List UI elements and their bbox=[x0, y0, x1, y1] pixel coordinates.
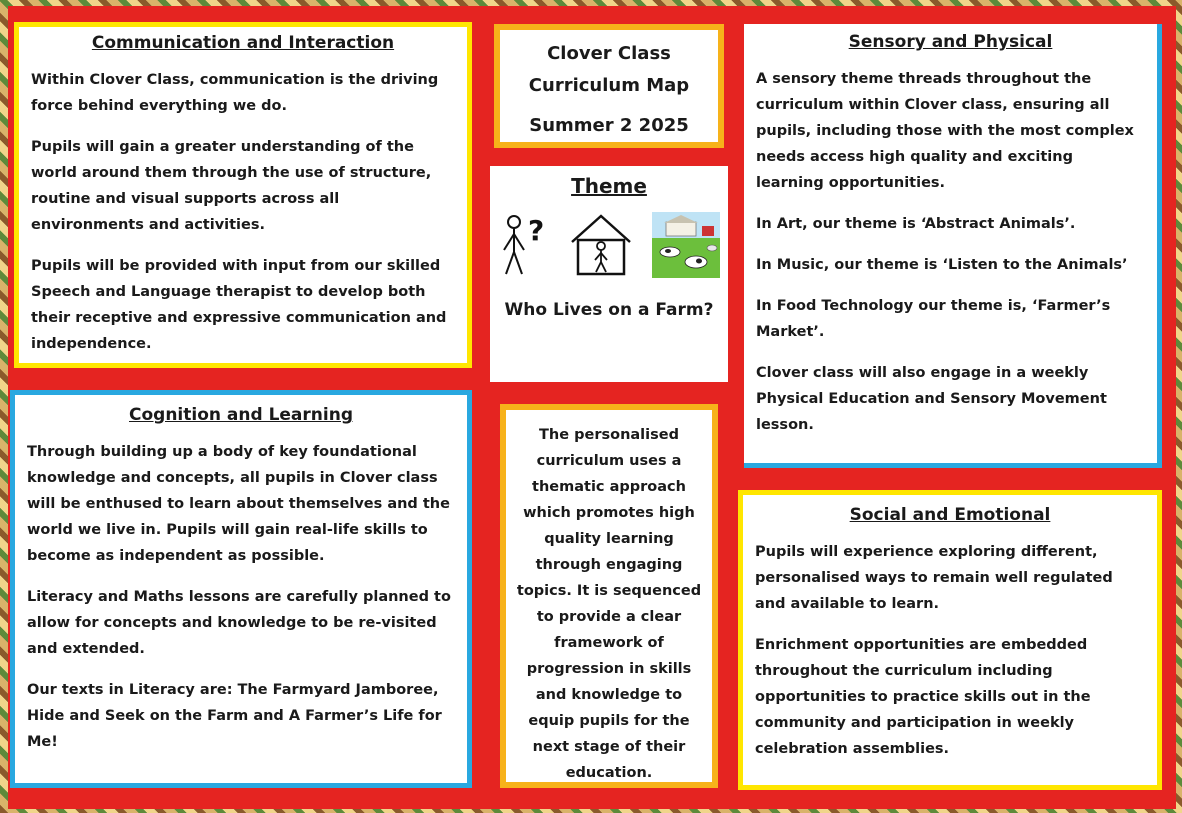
communication-paragraph-3: Pupils will be provided with input from our skilled Speech and Language therapist to develop both their receptive and expressive communication and independence. bbox=[31, 258, 447, 352]
communication-panel bbox=[14, 22, 472, 368]
communication-heading: Communication and Interaction bbox=[91, 33, 395, 53]
person-question-icon bbox=[498, 212, 550, 278]
sensory-paragraph-4: In Food Technology our theme is, ‘Farmer’s Market’. bbox=[756, 298, 1111, 340]
sensory-paragraph-1: A sensory theme threads throughout the curriculum within Clover class, ensuring all pupils, including those with the most complex needs access high quality and exciting learning opportunities. bbox=[756, 71, 1134, 191]
house-person-icon bbox=[568, 212, 634, 278]
theme-caption: Who Lives on a Farm? bbox=[504, 300, 714, 320]
sensory-paragraph-2: In Art, our theme is ‘Abstract Animals’. bbox=[756, 216, 1076, 232]
sensory-panel bbox=[744, 24, 1162, 468]
cognition-paragraph-3: Our texts in Literacy are: The Farmyard Jamboree, Hide and Seek on the Farm and A Farmer’s Life for Me! bbox=[27, 682, 442, 750]
communication-paragraph-1: Within Clover Class, communication is the driving force behind everything we do. bbox=[31, 72, 439, 114]
social-panel bbox=[738, 490, 1162, 790]
title-panel bbox=[494, 24, 724, 148]
approach-text: The personalised curriculum uses a thematic approach which promotes high quality learning through engaging topics. It is sequenced to provide a clear framework of progression in skills and knowledge to equip pupils for the next stage of their education. bbox=[516, 427, 702, 781]
social-paragraph-1: Pupils will experience exploring different, personalised ways to remain well regulated and available to learn. bbox=[755, 544, 1113, 612]
class-name: Clover Class bbox=[547, 43, 671, 64]
cognition-paragraph-2: Literacy and Maths lessons are carefully planned to allow for concepts and knowledge to be re-visited and extended. bbox=[27, 589, 451, 657]
approach-panel bbox=[500, 404, 718, 788]
communication-paragraph-2: Pupils will gain a greater understanding of the world around them through the use of structure, routine and visual supports across all environments and activities. bbox=[31, 139, 432, 233]
theme-panel bbox=[490, 166, 728, 382]
cognition-panel bbox=[10, 390, 472, 788]
social-paragraph-2: Enrichment opportunities are embedded throughout the curriculum including opportunities to practice skills out in the community and participation in weekly celebration assemblies. bbox=[755, 637, 1091, 757]
term-label: Summer 2 2025 bbox=[529, 115, 689, 136]
svg-text:?: ? bbox=[528, 214, 545, 247]
cognition-paragraph-1: Through building up a body of key foundational knowledge and concepts, all pupils in Clover class will be enthused to learn about themselves and the world we live in. Pupils will gain real-life skills to become as independent as possible. bbox=[27, 444, 450, 564]
theme-heading: Theme bbox=[571, 174, 647, 198]
sensory-heading: Sensory and Physical bbox=[848, 32, 1053, 52]
document-title: Curriculum Map bbox=[528, 75, 690, 96]
sensory-paragraph-5: Clover class will also engage in a weekly Physical Education and Sensory Movement lesson. bbox=[756, 365, 1107, 433]
theme-icons bbox=[498, 210, 720, 280]
farm-picture-icon bbox=[652, 212, 720, 278]
sensory-paragraph-3: In Music, our theme is ‘Listen to the Animals’ bbox=[756, 257, 1128, 273]
social-heading: Social and Emotional bbox=[849, 505, 1051, 525]
cognition-heading: Cognition and Learning bbox=[129, 405, 353, 425]
